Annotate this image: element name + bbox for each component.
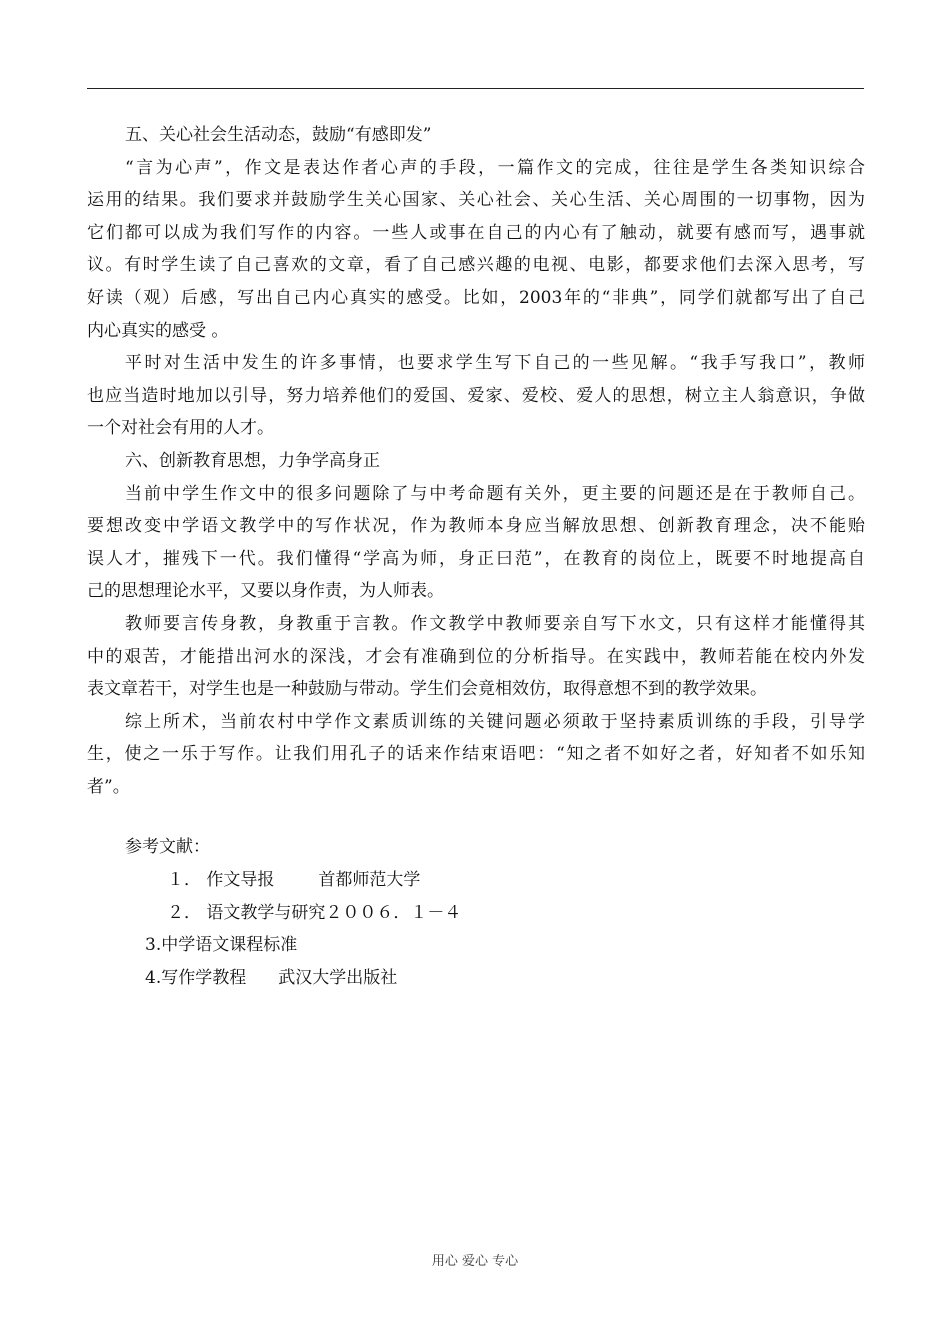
paragraph-line: 也应当造时地加以引导，努力培养他们的爱国、爱家、爱校、爱人的思想，树立主人翁意识，争做 xyxy=(87,385,865,406)
paragraph-line: 内心真实的感受 。 xyxy=(87,320,229,341)
reference-publisher: 首都师范大学 xyxy=(318,870,421,891)
reference-item xyxy=(87,864,865,897)
paragraph-line: “言为心声”，作文是表达作者心声的手段，一篇作文的完成，往往是学生各类知识综合 xyxy=(125,157,865,178)
paragraph-line: 综上所术，当前农村中学作文素质训练的关键问题必须敢于坚持素质训练的手段，引导学 xyxy=(125,711,865,732)
reference-publisher: 武汉大学出版社 xyxy=(278,967,398,988)
paragraph-line: 要想改变中学语文教学中的写作状况，作为教师本身应当解放思想、创新教育理念，决不能贻 xyxy=(87,516,865,537)
paragraph-line: 己的思想理论水平，又要以身作责，为人师表。 xyxy=(87,581,444,602)
reference-title: 语文教学与研究２００６．１－４ xyxy=(206,902,462,923)
paragraph-line: 者”。 xyxy=(87,776,130,797)
reference-item xyxy=(87,929,865,962)
document-body xyxy=(87,119,865,994)
reference-title: 中学语文课程标准 xyxy=(161,935,298,956)
section-heading: 五、关心社会生活动态，鼓励“有感即发” xyxy=(125,125,432,145)
paragraph-line: 议。有时学生读了自己喜欢的文章，看了自己感兴趣的电视、电影，都要求他们去深入思考，写 xyxy=(87,255,865,276)
reference-title: 作文导报 xyxy=(206,870,275,891)
paragraph-line: 一个对社会有用的人才。 xyxy=(87,418,274,439)
reference-item xyxy=(87,962,865,995)
reference-number: 4. xyxy=(145,967,162,988)
paragraph-line: 当前中学生作文中的很多问题除了与中考命题有关外，更主要的问题还是在于教师自己。 xyxy=(125,483,865,504)
paragraph-line: 好读（观）后感，写出自己内心真实的感受。比如，2003年的“非典”，同学们就都写出了自己 xyxy=(87,287,865,308)
reference-number: ２． xyxy=(167,902,201,923)
paragraph-line: 误人才，摧残下一代。我们懂得“学高为师，身正曰范”，在教育的岗位上，既要不时地提高自 xyxy=(87,548,865,569)
reference-title: 写作学教程 xyxy=(161,967,247,988)
reference-number: 3. xyxy=(145,935,162,956)
paragraph-line: 它们都可以成为我们写作的内容。一些人或事在自己的内心有了触动，就要有感而写，遇事就 xyxy=(87,222,865,243)
paragraph-line: 生，使之一乐于写作。让我们用孔子的话来作结束语吧：“知之者不如好之者，好知者不如乐知 xyxy=(87,744,865,765)
reference-item xyxy=(87,897,865,930)
page-footer: 用心 爱心 专心 xyxy=(431,1254,519,1269)
paragraph-line: 表文章若干，对学生也是一种鼓励与带动。学生们会竟相效仿，取得意想不到的教学效果。 xyxy=(87,679,767,700)
references-heading: 参考文献： xyxy=(125,837,210,858)
paragraph-line: 中的艰苦，才能措出河水的深浅，才会有准确到位的分析指导。在实践中，教师若能在校内外发 xyxy=(87,646,865,667)
header-rule xyxy=(87,88,864,89)
paragraph-line: 平时对生活中发生的许多事情，也要求学生写下自己的一些见解。“我手写我口”，教师 xyxy=(125,353,865,374)
reference-number: １． xyxy=(167,870,201,891)
section-heading: 六、创新教育思想，力争学高身正 xyxy=(125,450,380,471)
paragraph-line: 教师要言传身教，身教重于言教。作文教学中教师要亲自写下水文，只有这样才能懂得其 xyxy=(125,613,865,634)
paragraph-line: 运用的结果。我们要求并鼓励学生关心国家、关心社会、关心生活、关心周围的一切事物，因为 xyxy=(87,190,865,211)
